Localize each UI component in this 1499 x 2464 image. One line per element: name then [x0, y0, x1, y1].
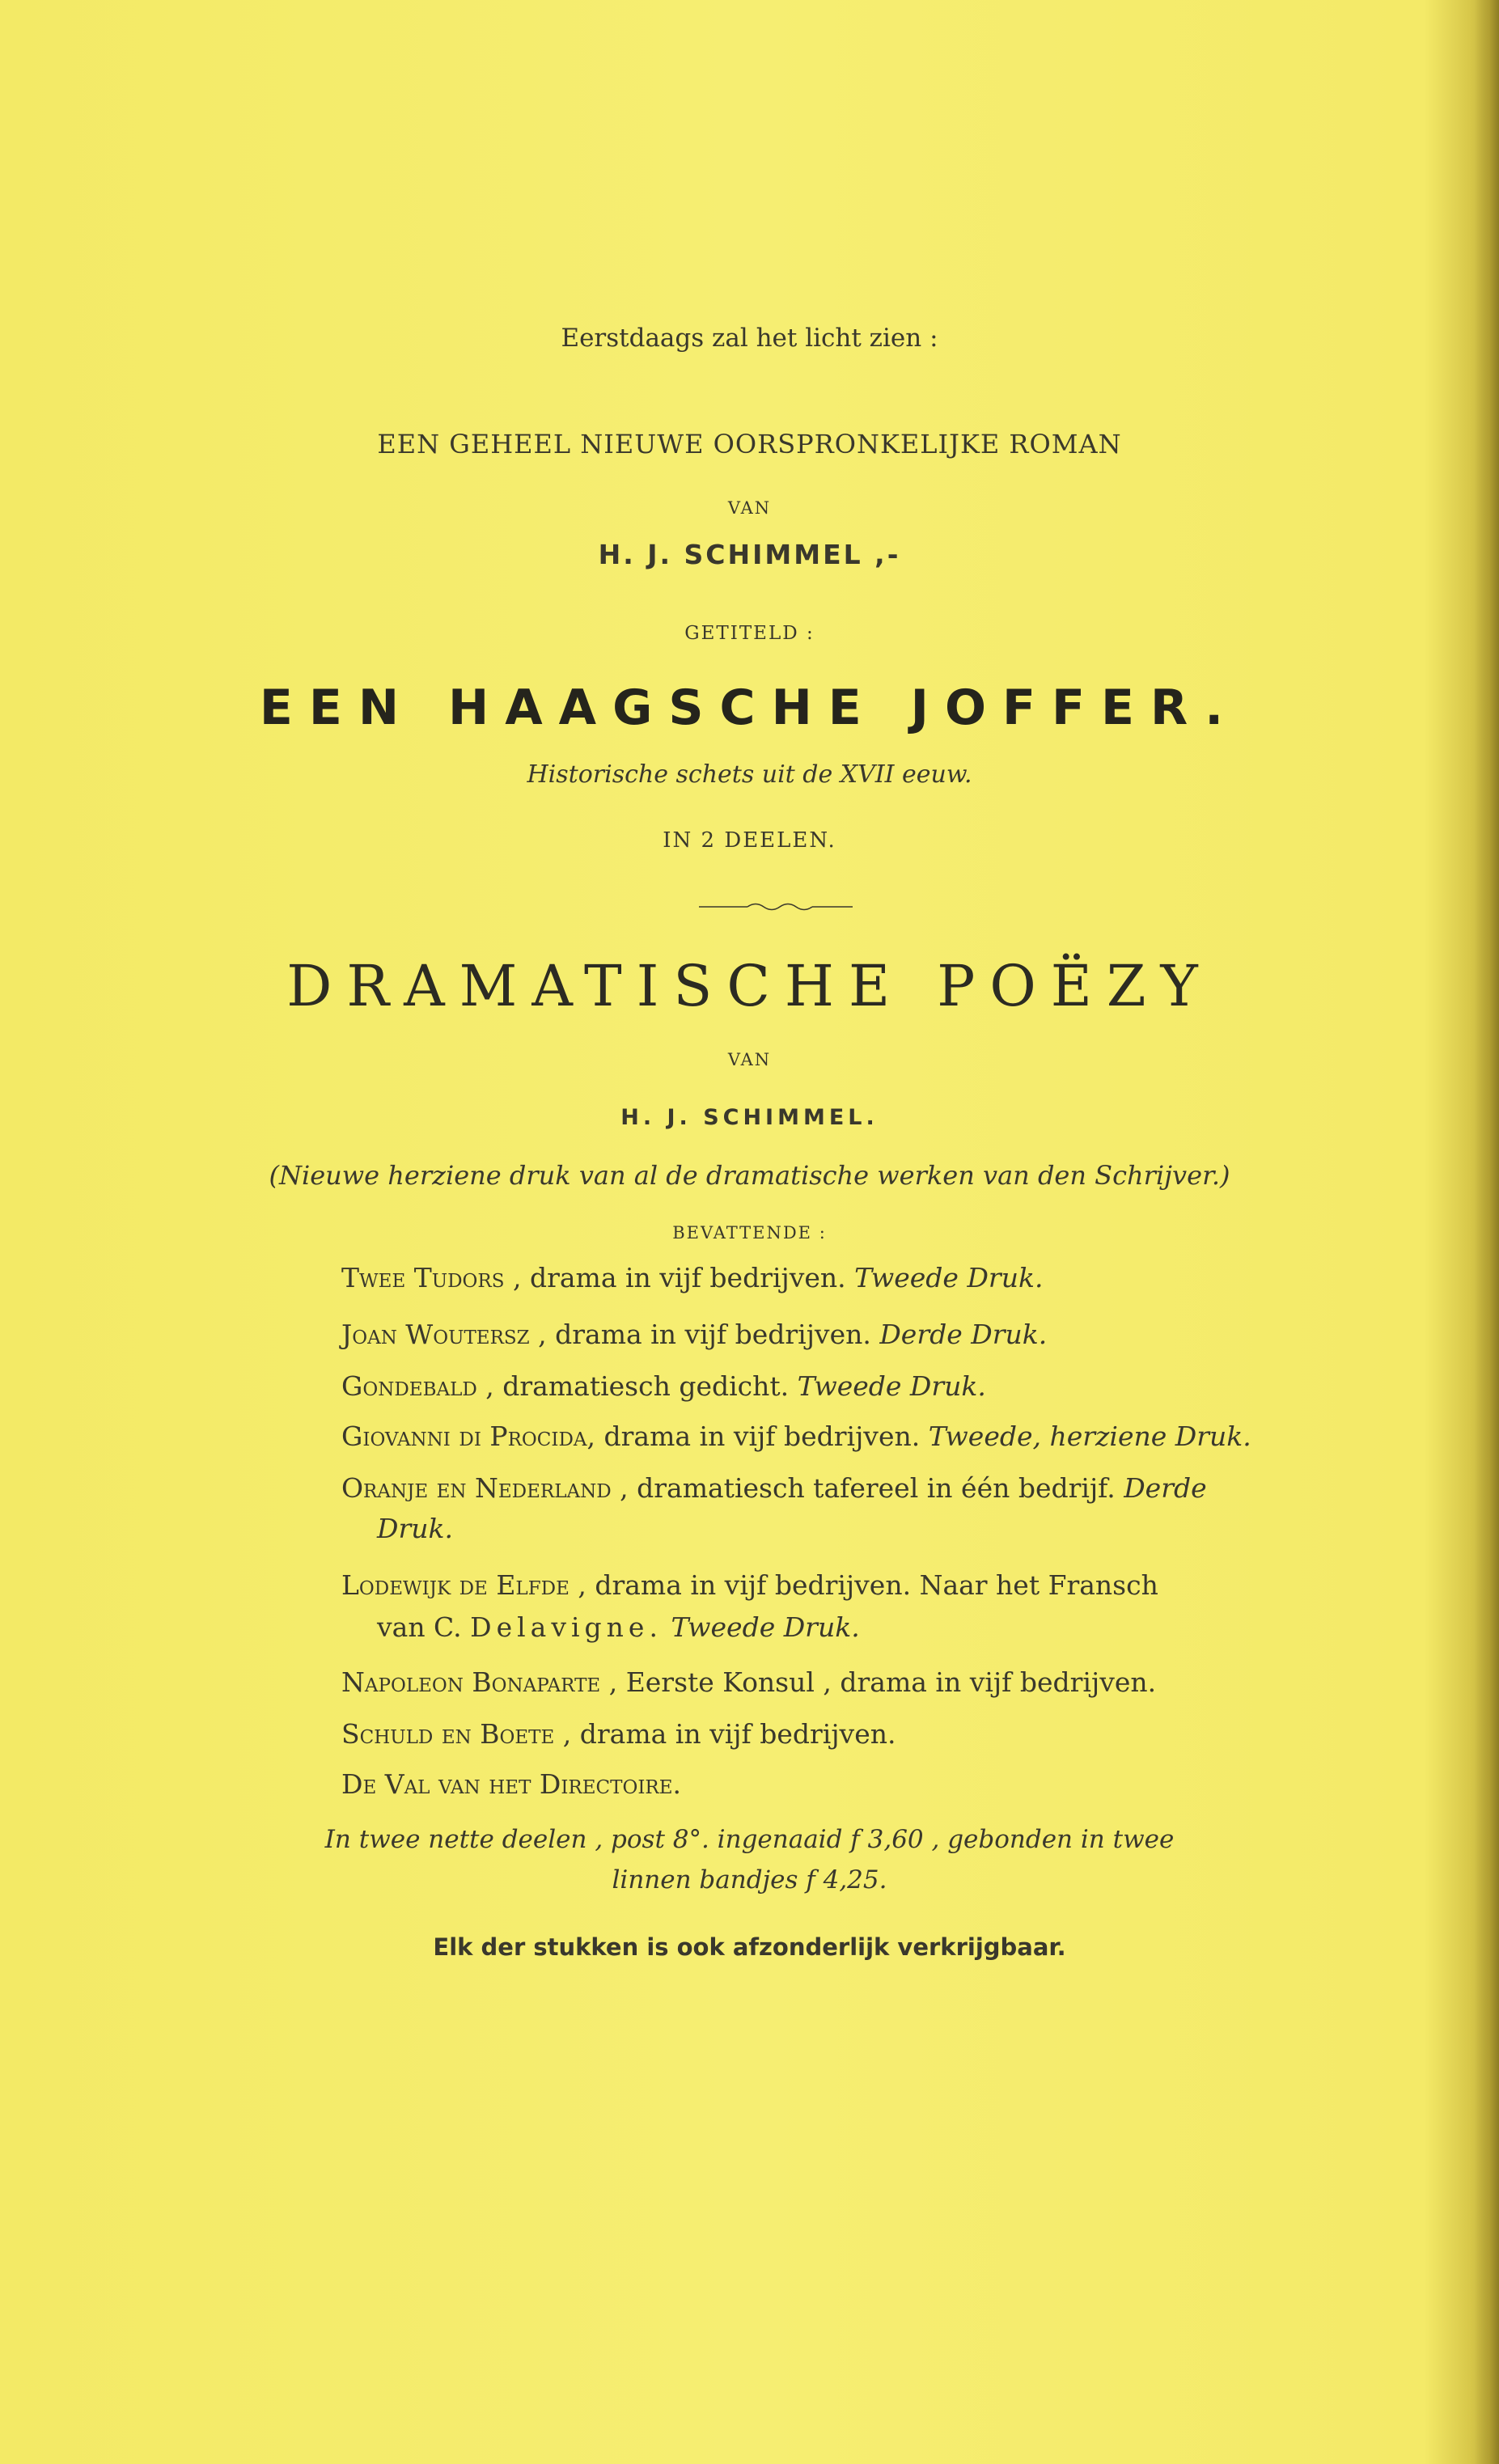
work-title: Giovanni di Procida [341, 1420, 587, 1452]
work-description: , drama in vijf bedrijven. [554, 1718, 896, 1750]
work-title: Joan Woutersz [341, 1319, 530, 1350]
work-edition-continued: Druk. [377, 1513, 453, 1544]
work-title: Gondebald [341, 1370, 477, 1402]
ornament-divider [699, 901, 853, 912]
work-title: Oranje en Nederland [341, 1472, 612, 1504]
price-line-1: In twee nette deelen , post 8°. ingenaaid f 3,60 , gebonden in twee [324, 1825, 1175, 1854]
work-entry [341, 1370, 986, 1402]
novel-title: EEN HAAGSCHE JOFFER. [259, 680, 1240, 736]
announcement: Eerstdaags zal het licht zien : [561, 324, 938, 353]
work-edition: Tweede, herziene Druk. [928, 1420, 1251, 1452]
work-edition: Derde Druk. [879, 1319, 1048, 1350]
author-novel: H. J. SCHIMMEL ,- [598, 539, 901, 570]
work-entry [341, 1472, 1207, 1504]
work-title: Lodewijk de Elfde [341, 1569, 570, 1601]
work-description: , drama in vijf bedrijven. [504, 1262, 855, 1293]
work-credit-name: Delavigne. [470, 1611, 663, 1643]
getiteld-label: GETITELD : [684, 623, 815, 644]
work-credit-prefix: van C. [377, 1611, 471, 1643]
bevattende-label: BEVATTENDE : [672, 1223, 827, 1243]
novel-subtitle: Historische schets uit de XVII eeuw. [527, 760, 972, 789]
volumes: IN 2 DEELEN. [663, 828, 836, 853]
collection-author: H. J. SCHIMMEL. [620, 1105, 879, 1130]
work-edition: Tweede Druk. [854, 1262, 1044, 1293]
collection-note: (Nieuwe herziene druk van al de dramatische werken van den Schrijver.) [269, 1160, 1230, 1191]
work-edition: Tweede Druk. [797, 1370, 986, 1402]
work-description: . [672, 1768, 682, 1800]
work-entry [341, 1569, 1158, 1601]
van-label-1: VAN [727, 498, 772, 518]
work-description: , drama in vijf bedrijven. [586, 1420, 929, 1452]
van-label-2: VAN [727, 1050, 772, 1069]
work-entry [341, 1768, 681, 1800]
novel-description: EEN GEHEEL NIEUWE OORSPRONKELIJKE ROMAN [377, 429, 1122, 459]
work-description: , dramatiesch gedicht. [476, 1370, 798, 1402]
work-description: , Eerste Konsul , drama in vijf bedrijven. [600, 1666, 1157, 1698]
work-entry [341, 1718, 896, 1750]
work-edition: Derde [1124, 1472, 1207, 1504]
work-title: Schuld en Boete [341, 1718, 555, 1750]
work-title: De Val van het Directoire [341, 1768, 673, 1800]
work-entry-continued [377, 1611, 860, 1643]
work-description: , drama in vijf bedrijven. [529, 1319, 880, 1350]
work-entry [341, 1420, 1251, 1452]
work-title: Napoleon Bonaparte [341, 1666, 601, 1698]
collection-title: DRAMATISCHE POËZY [286, 953, 1213, 1019]
price-line-2: linnen bandjes f 4,25. [612, 1865, 887, 1895]
availability-note: Elk der stukken is ook afzonderlijk verkrijgbaar. [433, 1933, 1066, 1961]
work-edition: Tweede Druk. [671, 1611, 860, 1643]
work-description: , drama in vijf bedrijven. Naar het Fransch [569, 1569, 1158, 1601]
work-entry [341, 1262, 1043, 1293]
work-title: Twee Tudors [341, 1262, 505, 1293]
work-entry [341, 1319, 1047, 1350]
work-description: , dramatiesch tafereel in één bedrijf. [611, 1472, 1124, 1504]
work-entry [341, 1666, 1156, 1698]
